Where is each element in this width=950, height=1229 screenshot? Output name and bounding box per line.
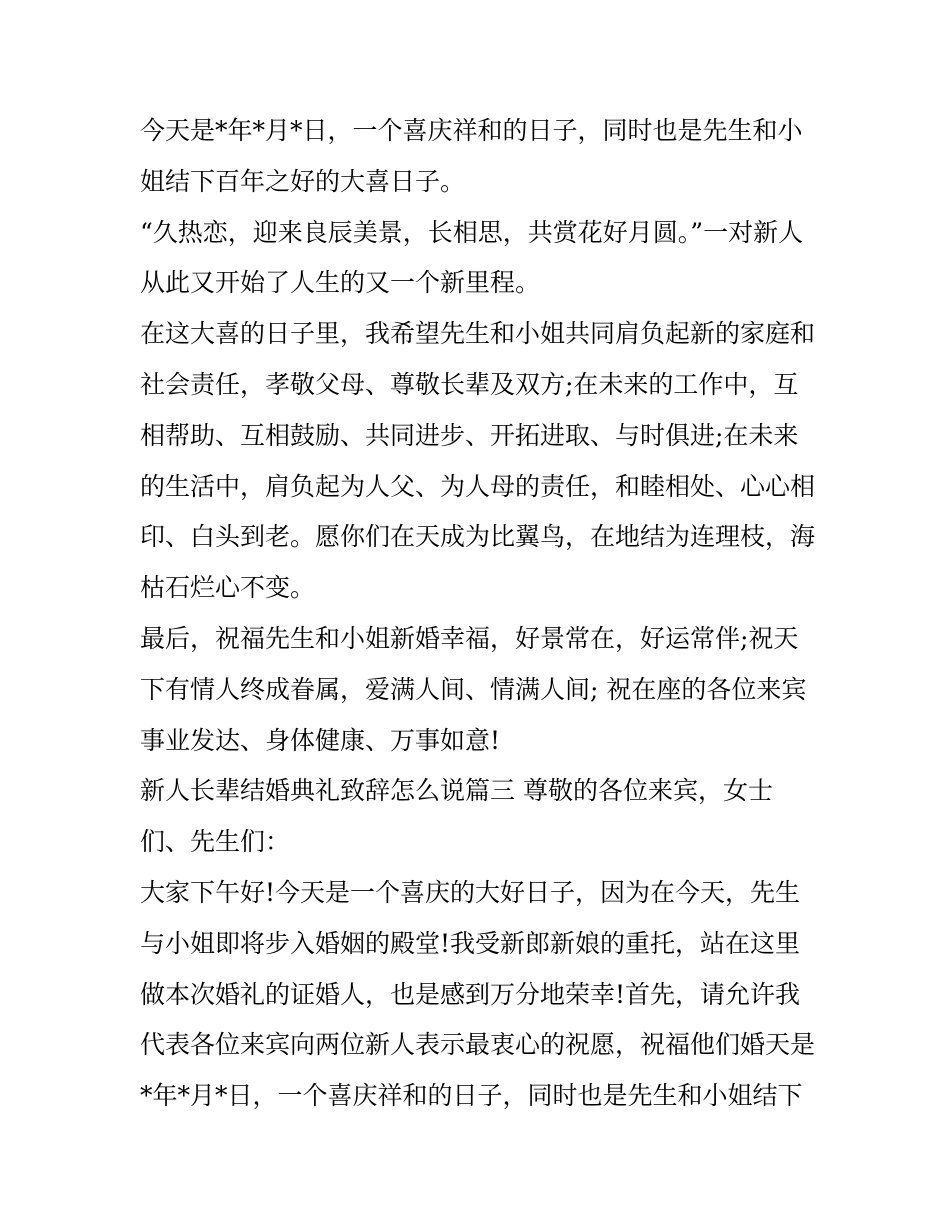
text-line: 下有情人终成眷属，爱满人间、情满人间; 祝在座的各位来宾 [140,674,807,704]
text-line: 的生活中，肩负起为人父、为人母的责任，和睦相处、心心相 [140,471,816,501]
text-line: 姐结下百年之好的大喜日子。 [140,166,466,196]
text-line: 社会责任，孝敬父母、尊敬长辈及双方;在未来的工作中，互 [140,369,799,399]
text-line: 做本次婚礼的证婚人，也是感到万分地荣幸!首先，请允许我 [140,979,801,1009]
text-line: 最后，祝福先生和小姐新婚幸福，好景常在，好运常伴;祝天 [140,623,799,653]
text-line: 事业发达、身体健康、万事如意! [140,725,501,755]
text-line: 枯石烂心不变。 [140,573,316,603]
document-body [140,106,820,1122]
text-line: 与小姐即将步入婚姻的殿堂!我受新郎新娘的重托，站在这里 [140,928,801,958]
text-line: 在这大喜的日子里，我希望先生和小姐共同肩负起新的家庭和 [140,319,816,349]
text-line: “久热恋，迎来良辰美景，长相思，共赏花好月圆。”一对新人 [140,217,804,247]
text-line: *年*月*日，一个喜庆祥和的日子，同时也是先生和小姐结下 [140,1081,803,1111]
text-line: 印、白头到老。愿你们在天成为比翼鸟，在地结为连理枝，海 [140,522,816,552]
text-line: 新人长辈结婚典礼致辞怎么说篇三 尊敬的各位来宾，女士 [140,776,773,806]
text-line: 大家下午好!今天是一个喜庆的大好日子，因为在今天，先生 [140,877,801,907]
text-line: 从此又开始了人生的又一个新里程。 [140,268,541,298]
text-line: 们、先生们： [140,827,291,857]
text-line: 相帮助、互相鼓励、共同进步、开拓进取、与时俱进;在未来 [140,420,799,450]
text-line: 代表各位来宾向两位新人表示最衷心的祝愿，祝福他们婚天是 [140,1030,816,1060]
text-line: 今天是*年*月*日，一个喜庆祥和的日子，同时也是先生和小 [140,116,803,145]
